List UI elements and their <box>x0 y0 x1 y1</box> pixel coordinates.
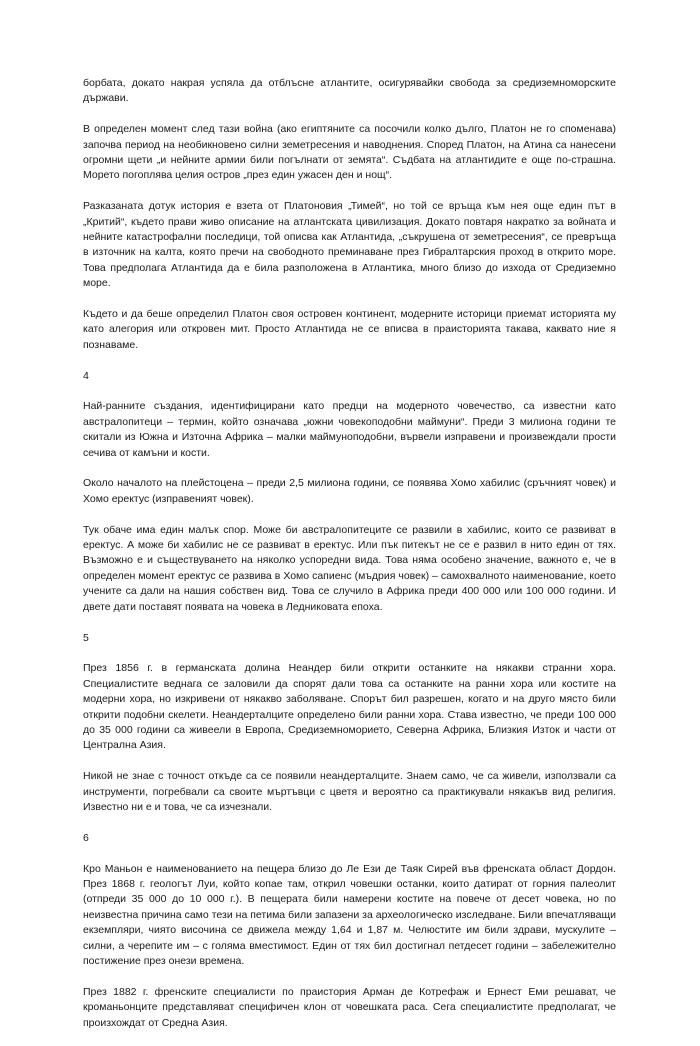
paragraph: Тук обаче има един малък спор. Може би австралопитеците се развили в хабилис, които се развиват в еректус. А може би хабилис не се развиват в еректус. Или пък питекът не се е развил в нито един от тях. Възможно е и съществуването на няколко успоредни вида. Това няма особено значение, важното е, че в определен момент еректус се развива в Хомо сапиенс (мъдрия човек) – самохвалното наименование, което учените са дали на нашия собствен вид. Това се случило в Африка преди 400 000 или 100 000 години. И двете дати поставят появата на човека в Ледниковата епоха. <box>83 523 616 613</box>
paragraph: През 1856 г. в германската долина Неандер били открити останките на някакви странни хора. Специалистите веднага се заловили да спорят дали това са останките на ранни хора или костите на модерни хора, но изкривени от някакво заболяване. Спорът бил разрешен, когато и на друго място били открити подобни скелети. Неандерталците определено били ранни хора. Става известно, че преди 100 000 до 35 000 години са живеели в Европа, Средиземноморието, Северна Африка, Близкия Изток и части от Централна Азия. <box>83 662 616 752</box>
document-page <box>83 76 616 1046</box>
paragraph: В определен момент след тази война (ако египтяните са посочили колко дълго, Платон не го споменава) започва период на необикновено силни земетресения и наводнения. Според Платон, на Атина са нанесени огромни щети „и нейните армии били погълнати от земята“. Съдбата на атлантидите е още по-страшна. Морето погоплява целия остров „през един ужасен ден и нощ“. <box>83 123 616 182</box>
paragraph: Най-ранните създания, идентифицирани като предци на модерното човечество, са известни като австралопитеци – термин, който означава „южни човекоподобни маймуни“. Преди 3 милиона години те скитали из Южна и Източна Африка – малки маймуноподобни, вървели изправени и произвеждали прости сечива от камъни и кости. <box>83 400 616 459</box>
section-number: 5 <box>83 631 89 644</box>
paragraph: Разказаната дотук история е взета от Платоновия „Тимей“, но той се връща към нея още един път в „Критий“, където прави живо описание на атлантската цивилизация. Докато повтаря накратко за войната и нейните катастрофални последици, той описва как Атлантида, „съкрушена от земетресения“, се превръща в източник на калта, която пречи на свободното преминаване през Гибралтарския проход в открито море. Това предполага Атлантида да е била разположена в Атлантика, много близо до изхода от Средиземно море. <box>83 200 616 290</box>
paragraph: Никой не знае с точност откъде са се появили неандерталците. Знаем само, че са живели, използвали са инструменти, погребвали са своите мъртъвци с цветя и вероятно са практикували някакъв вид религия. Известно ни е и това, че са изчезнали. <box>83 770 616 813</box>
paragraph: Около началото на плейстоцена – преди 2,5 милиона години, се появява Хомо хабилис (сръчният човек) и Хомо еректус (изправеният човек). <box>83 477 616 505</box>
paragraph: Кро Маньон е наименованието на пещера близо до Ле Ези де Таяк Сирей във френската област Дордон. През 1868 г. геологът Луи, който копае там, открил човешки останки, които датират от горния палеолит (отпреди 35 000 до 10 000 г.). В пещерата били намерени костите на повече от десет човека, но по неизвестна причина само тези на петима били запазени за археологическо изследване. Били впечатляващи екземпляри, чиято височина се движела между 1,64 и 1,87 м. Челюстите им били здрави, мускулите – силни, а черепите им – с голяма вместимост. Един от тях бил достигнал петдесет години – забележително постижение през онези времена. <box>83 862 616 967</box>
paragraph: борбата, докато накрая успяла да отблъсне атлантите, осигурявайки свобода за средиземноморските държави. <box>83 77 616 105</box>
section-number: 6 <box>83 831 89 844</box>
paragraph: През 1882 г. френските специалисти по праистория Арман де Котрефаж и Ернест Еми решават, че кроманьонците представляват специфичен клон от човешката раса. Сега специалистите предполагат, че произхождат от Средна Азия. <box>83 985 616 1029</box>
paragraph: Където и да беше определил Платон своя островен континент, модерните историци приемат историята му като алегория или откровен мит. Просто Атлантида не се вписва в праисторията такава, каквато ние я познаваме. <box>83 308 616 351</box>
section-number: 4 <box>83 369 89 382</box>
